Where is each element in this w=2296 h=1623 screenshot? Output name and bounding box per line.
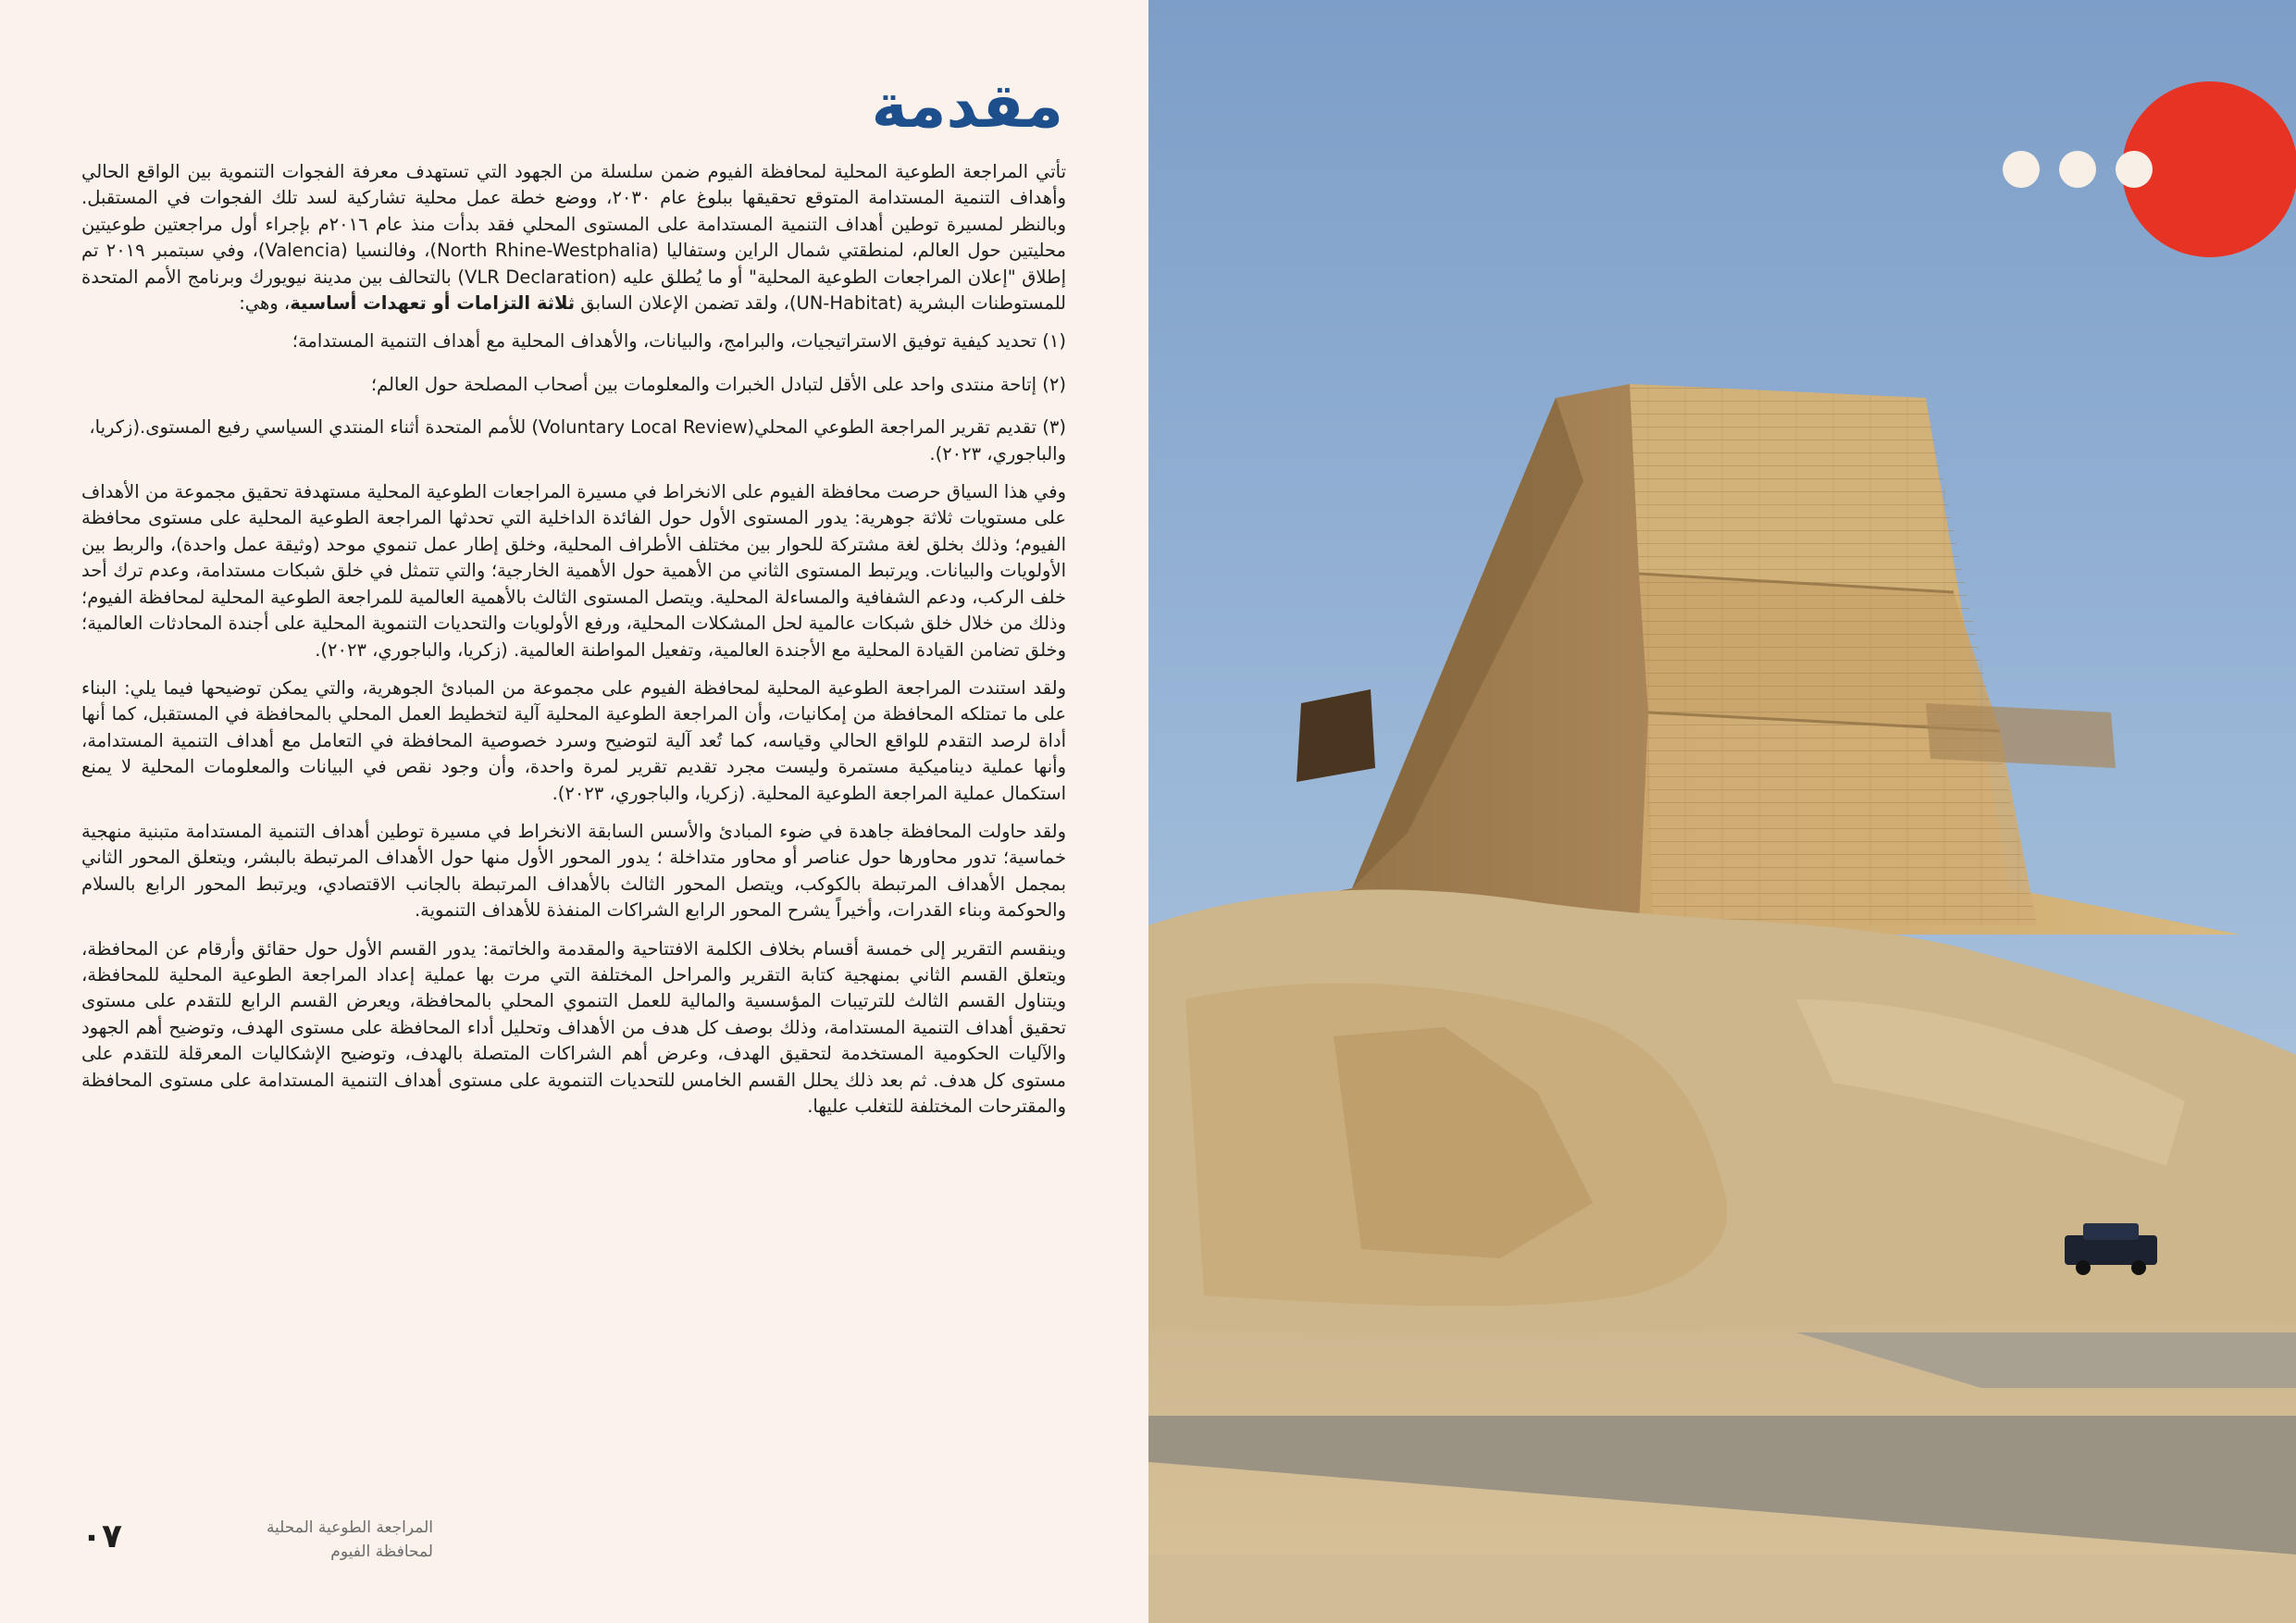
foreground-sand (1148, 1555, 2296, 1623)
meidum-pyramid-photo (1148, 0, 2296, 1623)
footer-line-2: لمحافظة الفيوم (330, 1542, 433, 1561)
footer-caption (155, 1516, 433, 1564)
body-text (81, 159, 1066, 1132)
page-title: مقدمة (871, 70, 1063, 142)
commitment-item-1: (١) تحديد كيفية توفيق الاستراتيجيات، والبرامج، والبيانات، والأهداف المحلية مع أهداف التنمية المستدامة؛ (292, 330, 1066, 353)
structure-paragraph: وينقسم التقرير إلى خمسة أقسام بخلاف الكلمة الافتتاحية والمقدمة والخاتمة: يدور القسم الأول حول حقائق وأرقام عن المحافظة، ويتعلق القسم الثاني بمنهجية كتابة التقرير والمراحل المختلفة التي مرت بها عملية إعداد المراجعة الطوعية المحلية للمحافظة، ويتناول القسم الثالث للترتيبات المؤسسية والمالية للعمل التنموي المحلي بالمحافظة، ويعرض القسم الرابع للتقدم على مستوى تحقيق أهداف التنمية المستدامة، وذلك بوصف كل هدف من الأهداف وتحليل أداء المحافظة على مستوى الهدف، وتوضيح أهم الجهود والآليات الحكومية المستخدمة لتحقيق الهدف، وعرض أهم الشراكات المتصلة بالهدف، وتوضيح الإشكاليات المعرقلة للتقدم على مستوى كل هدف. ثم بعد ذلك يحلل القسم الخامس للتحديات التنموية على مستوى أهداف التنمية المستدامة على مستوى المحافظة والمقترحات المختلفة للتغلب عليها. (81, 937, 1066, 1117)
intro-paragraph (81, 159, 1066, 316)
intro-text: تأتي المراجعة الطوعية المحلية لمحافظة الفيوم ضمن سلسلة من الجهود التي تستهدف معرفة الفجوات التنموية بين الواقع الحالي وأهداف التنمية المستدامة المتوقع تحقيقها ببلوغ عام ٢٠٣٠، ووضع خطة عمل محلية تشاركية لسد تلك الفجوات في المستقبل. وبالنظر لمسيرة توطين أهداف التنمية المستدامة على المستوى المحلي فقد بدأت منذ عام ٢٠١٦م بإجراء أول مراجعتين طوعيتين محليتين حول العالم، لمنطقتي شمال الراين وستفاليا (North Rhine-Westphalia)، وفالنسيا (Valencia)، وفي سبتمبر ٢٠١٩ تم إطلاق "إعلان المراجعات الطوعية المحلية" أو ما يُطلق عليه (VLR Declaration) بالتحالف بين مدينة نيويورك وبرنامج الأمم المتحدة للمستوطنات البشرية (UN-Habitat)، ولقد تضمن الإعلان السابق (81, 161, 1067, 315)
intro-end: ، وهي: (239, 292, 291, 315)
pyramid-damage (1926, 703, 2116, 768)
principles-paragraph: ولقد استندت المراجعة الطوعية المحلية لمحافظة الفيوم على مجموعة من المبادئ الجوهرية، والتي يمكن توضيحها فيما يلي: البناء على ما تمتلكه المحافظة من إمكانيات، وأن المراجعة الطوعية المحلية آلية لتخطيط العمل المحلي بالمحافظة في المستقبل، كما أنها أداة لرصد التقدم للواقع الحالي وقياسه، كما تُعد آلية لتوضيح وسرد خصوصية المحافظة في التعامل مع أهداف التنمية المستدامة، وأنها عملية ديناميكية مستمرة وليست مجرد تقديم تقرير لمرة واحدة، وأن وجود نقص في البيانات والمعلومات المحلية لا يمنع استكمال عملية المراجعة الطوعية المحلية. (زكريا، والباجوري، ٢٠٢٣). (81, 676, 1066, 804)
context-paragraph: وفي هذا السياق حرصت محافظة الفيوم على الانخراط في مسيرة المراجعات الطوعية المحلية مستهدفة تحقيق مجموعة من الأهداف على مستويات ثلاثة جوهرية: يدور المستوى الأول حول الفائدة الداخلية التي تحدثها المراجعة الطوعية المحلية على مستوى محافظة الفيوم؛ وذلك بخلق لغة مشتركة للحوار بين مختلف الأطراف المحلية، وخلق إطار عمل تنموي موحد (وثيقة عمل واحدة)، والربط بين الأولويات والبيانات. ويرتبط المستوى الثاني من الأهمية حول الأهمية الخارجية؛ والتي تتمثل في خلق شبكات مستدامة، وعدم ترك أحد خلف الركب، ودعم الشفافية والمساءلة المحلية. ويتصل المستوى الثالث بالأهمية العالمية للمراجعة الطوعية المحلية لمحافظة الفيوم؛ وذلك من خلال خلق شبكات عالمية لحل المشكلات المحلية، ورفع الأولويات والتحديات التنموية المحلية على أجندة المحادثات العالمية؛ وخلق تضامن القيادة المحلية مع الأجندة العالمية، وتفعيل المواطنة العالمية. (زكريا، والباجوري، ٢٠٢٣). (81, 481, 1066, 661)
methodology-paragraph: ولقد حاولت المحافظة جاهدة في ضوء المبادئ والأسس السابقة الانخراط في مسيرة توطين أهداف التنمية المستدامة متبنية منهجية خماسية؛ تدور محاورها حول عناصر أو محاور متداخلة ؛ يدور المحور الأول منها حول الأهداف المرتبطة بالبشر، ويتعلق المحور الثاني بمجمل الأهداف المرتبطة بالكوكب، ويتصل المحور الثالث بالأهداف المرتبطة بالجانب الاقتصادي، ويرتبط المحور الرابع بالسلام والحوكمة وبناء القدرات، وأخيراً يشرح المحور الرابع الشراكات المنفذة للأهداف التنموية. (81, 820, 1066, 922)
pyramid-illustration (1148, 0, 2296, 1623)
pyramid-cavity (1297, 689, 1375, 782)
commitment-item-2: (٢) إتاحة منتدى واحد على الأقل لتبادل الخبرات والمعلومات بين أصحاب المصلحة حول العالم؛ (370, 373, 1066, 395)
footer-line-1: المراجعة الطوعية المحلية (266, 1518, 433, 1537)
page-number: ٠٧ (81, 1518, 122, 1555)
intro-bold-phrase: ثلاثة التزامات أو تعهدات أساسية (290, 292, 576, 315)
commitment-item-3: (٣) تقديم تقرير المراجعة الطوعي المحلي(Voluntary Local Review) للأمم المتحدة أثناء المنتدي السياسي رفيع المستوى.(زكريا، والباجوري، ٢٠٢٣). (89, 416, 1066, 465)
